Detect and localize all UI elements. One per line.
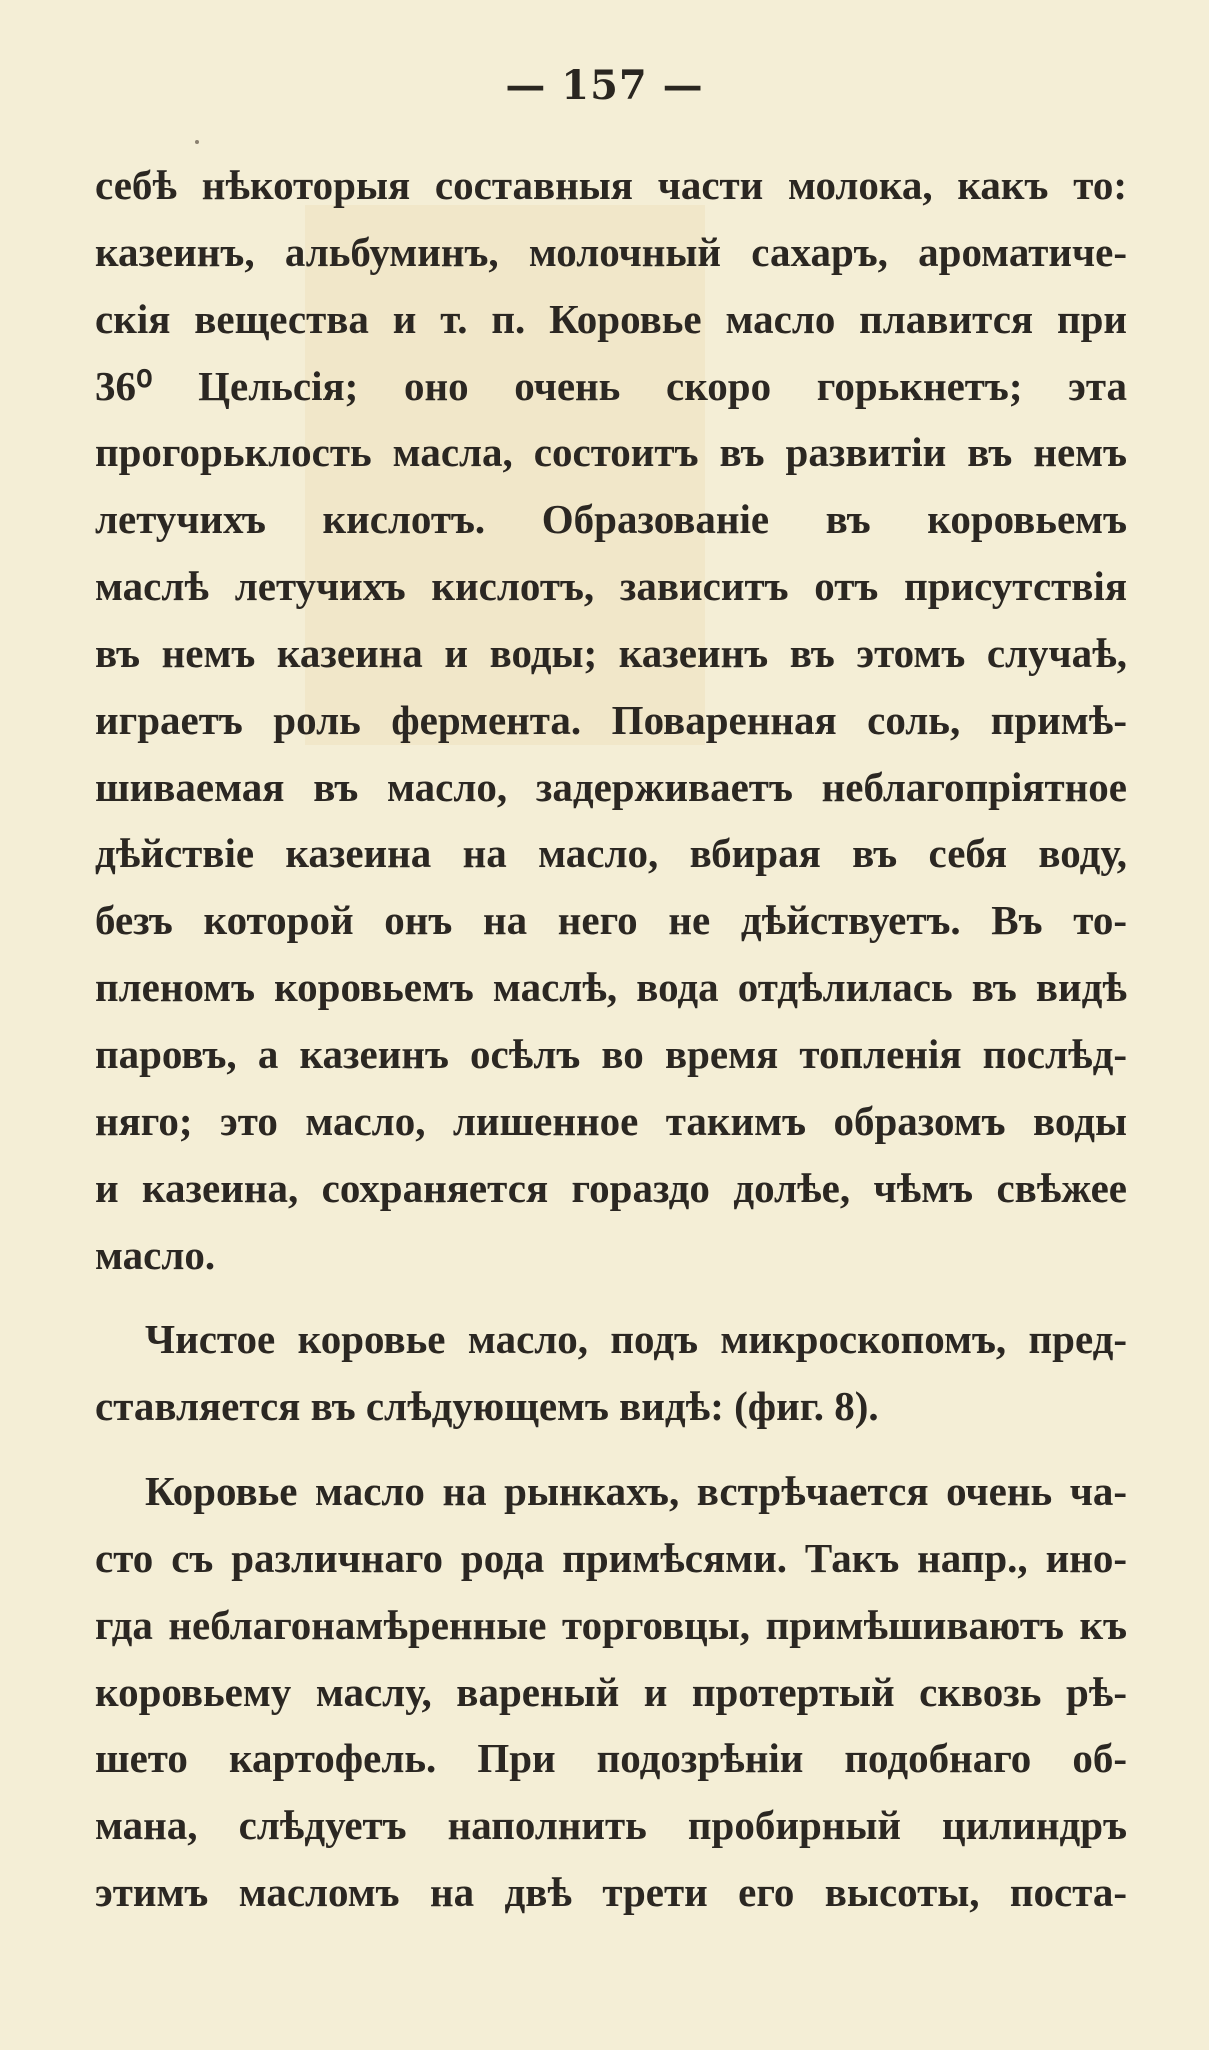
text-line: Коровье масло на рынкахъ, встрѣчается очень ча- [145,1468,1127,1515]
text-line: дѣйствіе казеина на масло, вбирая въ себя воду, [95,830,1127,877]
text-line: скія вещества и т. п. Коровье масло плавится при [95,295,1127,342]
text-line: няго; это масло, лишенное такимъ образомъ воды [95,1097,1127,1144]
text-line: этимъ масломъ на двѣ трети его высоты, поста- [95,1869,1127,1916]
text-line: маслѣ летучихъ кислотъ, зависитъ отъ присутствія [95,563,1127,610]
text-line: коровьему маслу, вареный и протертый сквозь рѣ- [95,1668,1127,1715]
text-line: себѣ нѣкоторыя составныя части молока, какъ то: [95,162,1127,208]
ink-speck [195,140,199,144]
text-line: ставляется въ слѣдующемъ видѣ: (фиг. 8). [95,1383,879,1430]
text-line: Чистое коровье масло, подъ микроскопомъ, пред- [145,1316,1127,1363]
body-text [95,152,1127,1926]
paragraph-gap [95,1440,1127,1458]
text-line: шиваемая въ масло, задерживаетъ неблагопріятное [95,763,1127,810]
text-line: безъ которой онъ на него не дѣйствуетъ. Въ то- [95,897,1127,944]
text-line: въ немъ казеина и воды; казеинъ въ этомъ случаѣ, [95,629,1127,676]
paragraph-gap [95,1288,1127,1306]
text-line: гда неблагонамѣренные торговцы, примѣшиваютъ къ [95,1601,1127,1648]
text-line: 36⁰ Цельсія; оно очень скоро горькнетъ; эта [95,362,1127,409]
text-line: шето картофель. При подозрѣніи подобнаго об- [95,1735,1127,1782]
text-line: играетъ роль фермента. Поваренная соль, примѣ- [95,696,1127,743]
text-line: прогорьклость масла, состоитъ въ развитіи въ немъ [95,429,1127,476]
text-line: пленомъ коровьемъ маслѣ, вода отдѣлилась въ видѣ [95,964,1127,1011]
text-line: мана, слѣдуетъ наполнить пробирный цилиндръ [95,1802,1127,1849]
text-line: сто съ различнаго рода примѣсями. Такъ напр., ино- [95,1534,1127,1581]
text-line: летучихъ кислотъ. Образованіе въ коровьемъ [95,496,1127,543]
text-line: паровъ, а казеинъ осѣлъ во время топленія послѣд- [95,1030,1127,1077]
text-line: казеинъ, альбуминъ, молочный сахаръ, ароматиче- [95,228,1127,275]
text-line: масло. [95,1231,216,1278]
text-line: и казеина, сохраняется гораздо долѣе, чѣмъ свѣжее [95,1164,1127,1211]
page-number: — 157 — [505,62,704,109]
